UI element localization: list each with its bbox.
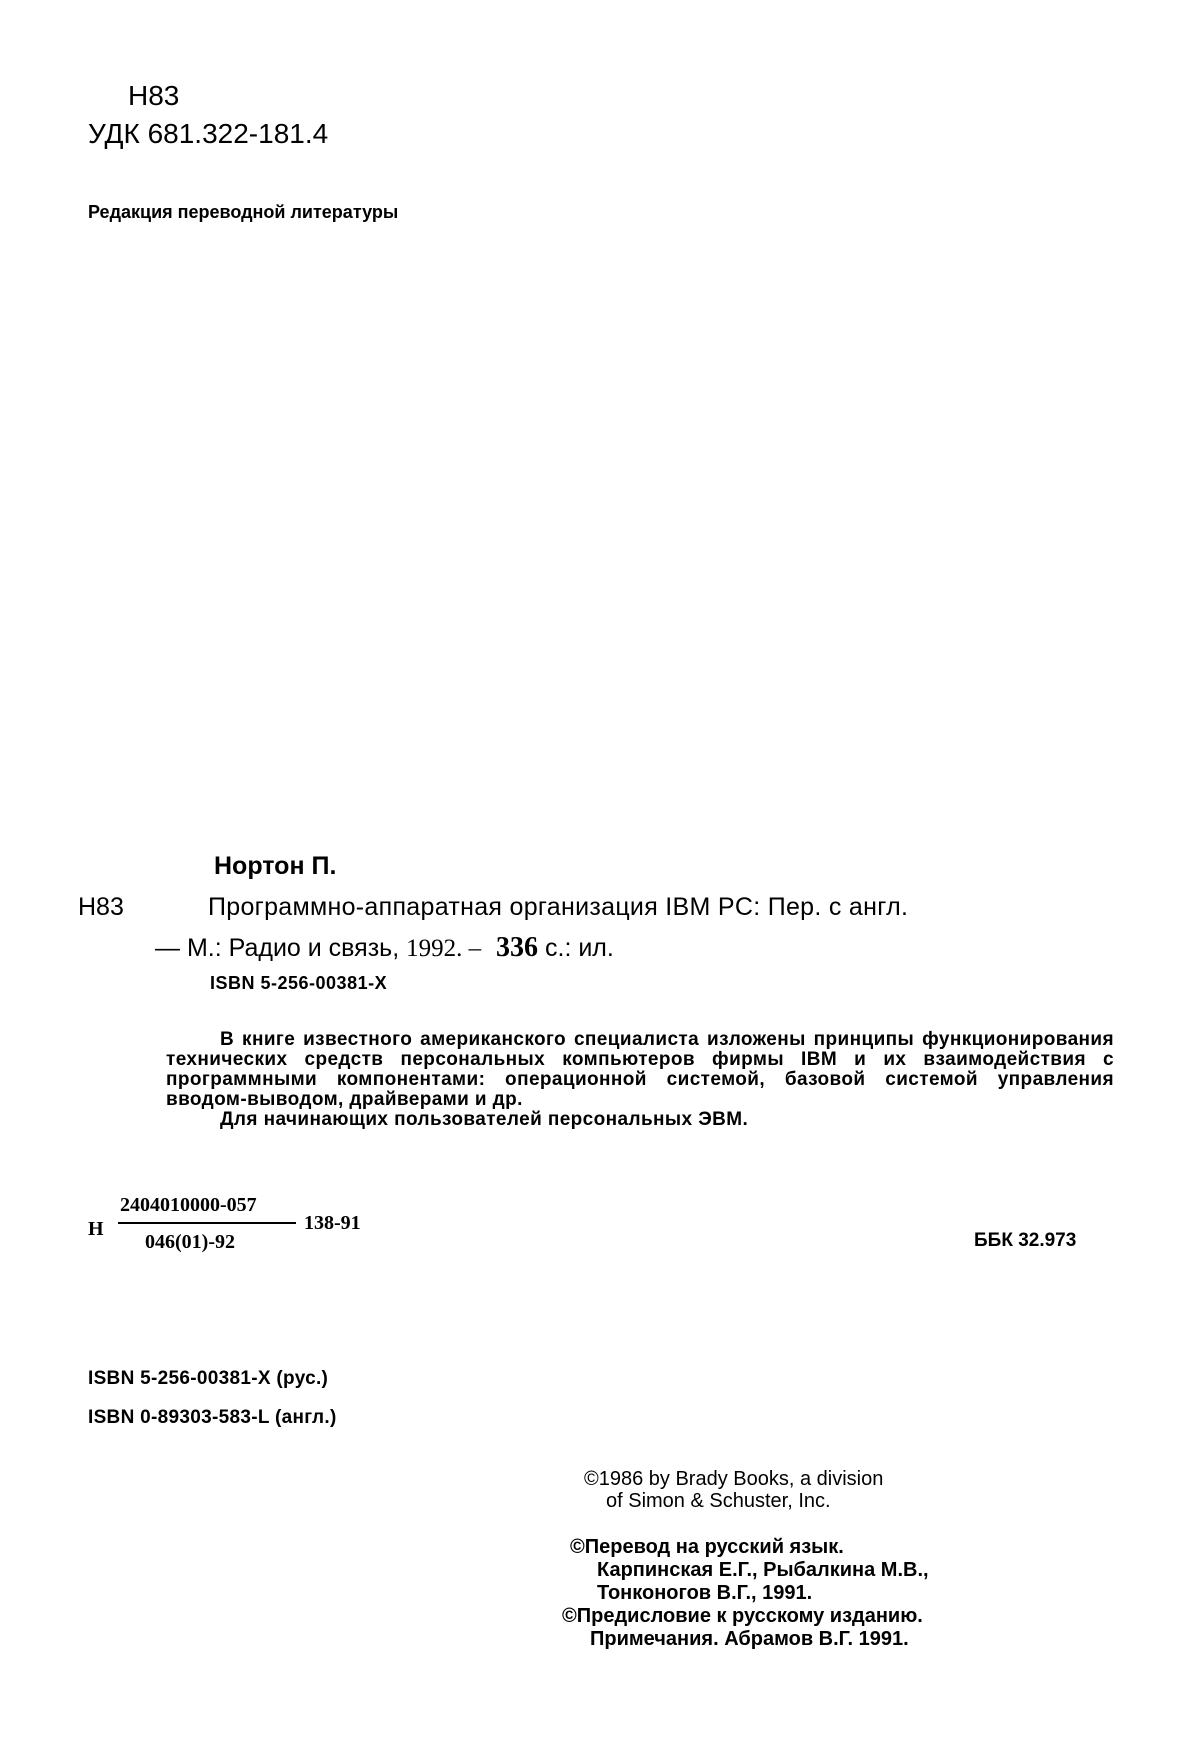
index-order: 138-91 [304, 1212, 361, 1234]
copyright-preface: ©Предисловие к русскому изданию. [562, 1605, 923, 1627]
annotation-paragraph: В книге известного американского специалиста изложены принципы функционирования технических средств персональных компьютеров фирмы IBM и их взаимодействия с программными компонентами: операционной системой, базовой системой управления вводом-выводом, драйверами и др. [166, 1029, 1114, 1110]
page-suffix: с.: ил. [545, 934, 614, 962]
isbn-russian: ISBN 5-256-00381-X (рус.) [88, 1368, 329, 1389]
copyright-notes: Примечания. Абрамов В.Г. 1991. [590, 1628, 909, 1650]
catalog-title: Программно-аппаратная организация IBM PC: Пер. с англ. [208, 893, 909, 921]
catalog-isbn: ISBN 5-256-00381-X [210, 973, 388, 993]
page-count: 336 [496, 932, 539, 963]
translators-continued: Тонконогов В.Г., 1991. [597, 1582, 813, 1604]
index-letter: Н [88, 1218, 104, 1240]
index-denominator: 046(01)-92 [145, 1231, 235, 1253]
copyright-original-publisher: of Simon & Schuster, Inc. [606, 1490, 831, 1512]
annotation [166, 1030, 1114, 1130]
fraction-bar [118, 1222, 296, 1224]
index-numerator: 2404010000-057 [120, 1194, 257, 1216]
year: 1992. – [406, 935, 482, 962]
author-mark-code: Н83 [128, 80, 180, 111]
translators: Карпинская Е.Г., Рыбалкина М.В., [597, 1559, 929, 1581]
isbn-english: ISBN 0-89303-583-L (англ.) [88, 1407, 337, 1428]
catalog-author-mark: Н83 [78, 893, 124, 921]
udk-classification: УДК 681.322-181.4 [88, 118, 329, 149]
copyright-translation: ©Перевод на русский язык. [570, 1536, 844, 1558]
catalog-author: Нортон П. [214, 852, 337, 880]
copyright-original: ©1986 by Brady Books, a division [584, 1468, 884, 1490]
publisher: — М.: Радио и связь, [155, 934, 400, 962]
editorial-office: Редакция переводной литературы [88, 202, 399, 222]
annotation-audience: Для начинающих пользователей персональных ЭВМ. [220, 1109, 749, 1130]
catalog-imprint [155, 932, 614, 964]
bbk-classification: ББК 32.973 [974, 1230, 1077, 1251]
